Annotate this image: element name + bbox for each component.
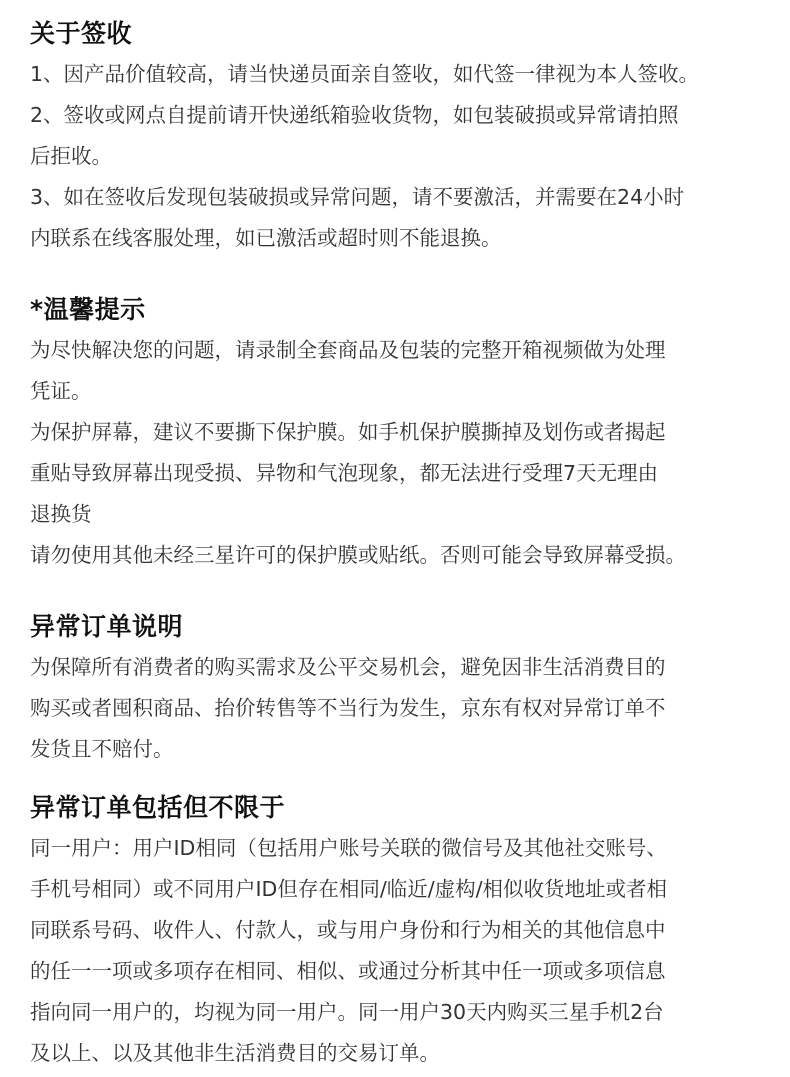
text-line: 为保护屏幕，建议不要撕下保护膜。如手机保护膜撕掉及划伤或者揭起 [30,420,666,444]
text-line: 及以上、以及其他非生活消费目的交易订单。 [30,1041,440,1065]
text-line: 3、如在签收后发现包装破损或异常问题，请不要激活，并需要在24小时 [30,185,685,209]
text-line: 发货且不赔付。 [30,737,174,761]
text-line: 手机号相同）或不同用户ID但存在相同/临近/虚构/相似收货地址或者相 [30,877,668,901]
section-title: 关于签收 [30,19,133,48]
text-line: 凭证。 [30,379,92,403]
text-line: 1、因产品价值较高，请当快递员面亲自签收，如代签一律视为本人签收。 [30,62,700,86]
text-line: 指向同一用户的，均视为同一用户。同一用户30天内购买三星手机2台 [30,1000,664,1024]
text-line: 退换货 [30,502,92,526]
section-tips [30,290,766,576]
section-abnormal-includes [30,788,766,1074]
section-signing [30,14,766,259]
text-line: 后拒收。 [30,144,112,168]
section-title: 异常订单说明 [30,612,184,641]
section-title: 异常订单包括但不限于 [30,793,286,822]
text-line: 为保障所有消费者的购买需求及公平交易机会，避免因非生活消费目的 [30,655,666,679]
section-title: *温馨提示 [30,295,146,324]
section-abnormal-orders [30,607,766,770]
text-line: 重贴导致屏幕出现受损、异物和气泡现象，都无法进行受理7天无理由 [30,461,659,485]
text-line: 同联系号码、收件人、付款人，或与用户身份和行为相关的其他信息中 [30,918,666,942]
text-line: 请勿使用其他未经三星许可的保护膜或贴纸。否则可能会导致屏幕受损。 [30,543,686,567]
text-line: 的任一一项或多项存在相同、相似、或通过分析其中任一项或多项信息 [30,959,666,983]
text-line: 2、签收或网点自提前请开快递纸箱验收货物，如包装破损或异常请拍照 [30,103,679,127]
text-line: 为尽快解决您的问题，请录制全套商品及包装的完整开箱视频做为处理 [30,338,666,362]
text-line: 同一用户：用户ID相同（包括用户账号关联的微信号及其他社交账号、 [30,836,667,860]
text-line: 内联系在线客服处理，如已激活或超时则不能退换。 [30,226,502,250]
text-line: 购买或者囤积商品、抬价转售等不当行为发生，京东有权对异常订单不 [30,696,666,720]
